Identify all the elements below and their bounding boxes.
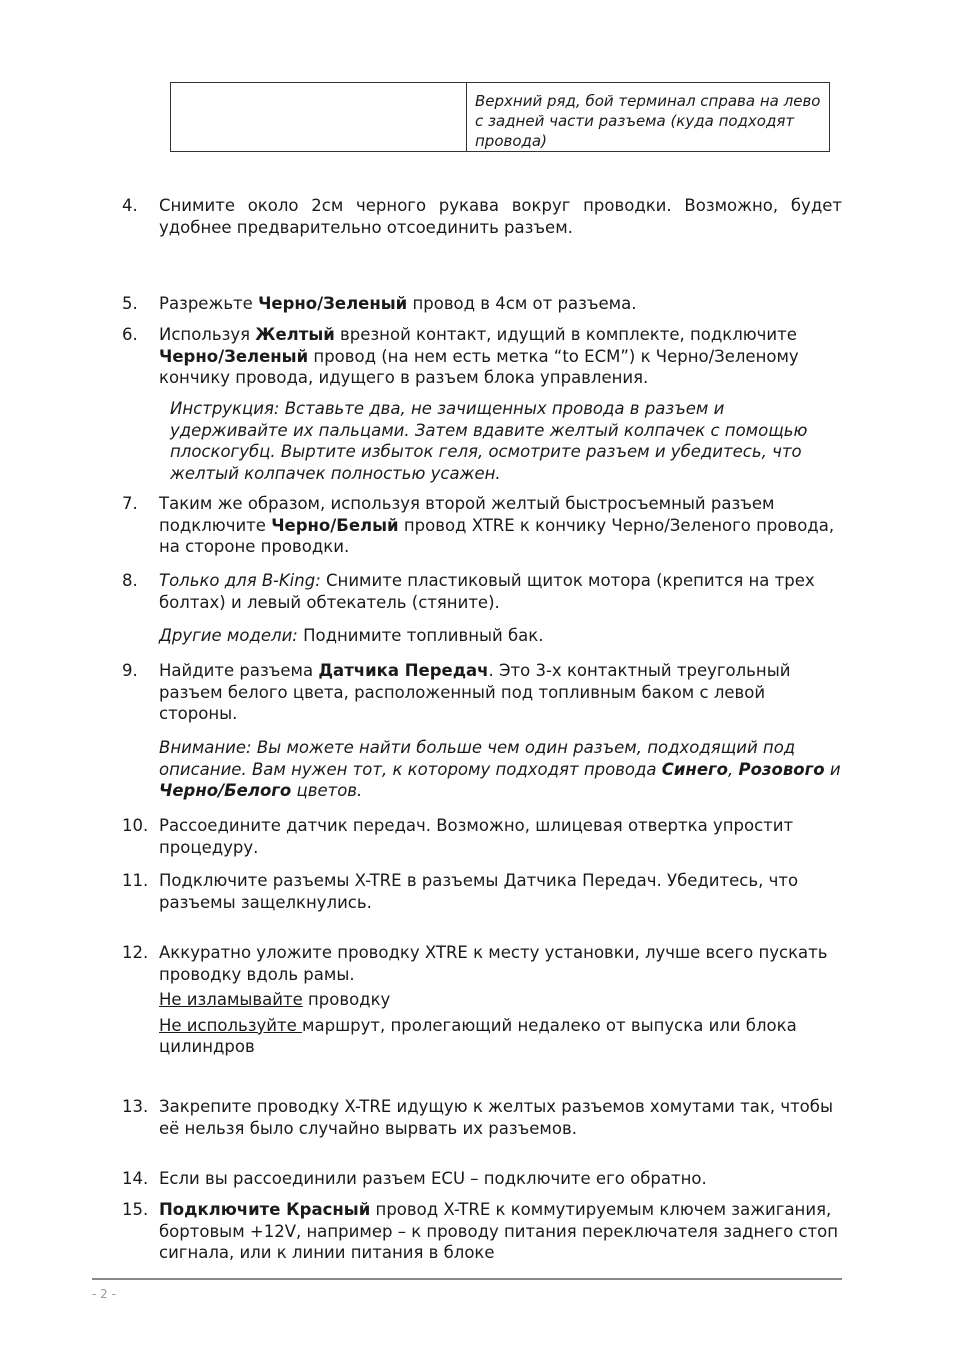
item-text: Только для B-King: Снимите пластиковый щиток мотора (крепится на трех болтах) и левый обтекатель (стяните). [159, 571, 815, 612]
item-number: 10. [122, 816, 149, 835]
list-item-11 [122, 870, 842, 913]
warning-line-1: Не изламывайте проводку [159, 990, 391, 1009]
item-text: Рассоедините датчик передач. Возможно, шлицевая отвертка упростит процедуру. [159, 816, 794, 857]
list-item-12 [122, 942, 842, 1058]
table-cell-empty [171, 83, 467, 152]
item-text: Найдите разъема Датчика Передач. Это 3-х контактный треугольный разъем белого цвета, расположенный под топливным баком с левой стороны. [159, 661, 791, 723]
list-item-5 [122, 293, 842, 315]
table-cell-description: Верхний ряд, бой терминал справа на лево с задней части разъема (куда подходят провода) [467, 83, 830, 152]
list-item-15 [122, 1199, 842, 1264]
list-item-13 [122, 1096, 842, 1139]
item-number: 12. [122, 943, 149, 962]
item-number: 11. [122, 871, 149, 890]
item-number: 7. [122, 494, 138, 513]
list-item-6 [122, 324, 842, 389]
list-item-8 [122, 570, 842, 613]
page-number: - 2 - [92, 1287, 116, 1301]
other-models-note: Другие модели: Поднимите топливный бак. [159, 626, 544, 645]
list-item-14 [122, 1168, 842, 1190]
list-item-7 [122, 493, 842, 558]
item-text: Подключите разъемы X-TRE в разъемы Датчика Передач. Убедитесь, что разъемы защелкнулись. [159, 871, 799, 912]
item-text: Используя Желтый врезной контакт, идущий в комплекте, подключите Черно/Зеленый провод (на нем есть метка “to ECM”) к Черно/Зеленому кончику провода, идущего в разъем блока управления. [159, 325, 799, 387]
item-text: Таким же образом, используя второй желтый быстросъемный разъем подключите Черно/Белый провод XTRE к кончику Черно/Зеленого провода, на стороне проводки. [159, 494, 835, 556]
instruction-note: Инструкция: Вставьте два, не зачищенных провода в разъем и удерживайте их пальцами. Затем вдавите желтый колпачек с помощью плоскогубц. Выртите избыток геля, осмотрите разъем и убедитесь, что желтый колпачек полностью усажен. [170, 399, 808, 483]
item-number: 15. [122, 1200, 149, 1219]
item-text: Закрепите проводку X-TRE идущую к желтых разъемов хомутами так, чтобы её нельзя было случайно вырвать их разъемов. [159, 1097, 833, 1138]
item-text: Если вы рассоединили разъем ECU – подключите его обратно. [159, 1169, 707, 1188]
item-text: Разрежьте Черно/Зеленый провод в 4см от разъема. [159, 294, 637, 313]
item-text: Снимите около 2см черного рукава вокруг проводки. Возможно, будет удобнее предварительно отсоединить разъем. [159, 196, 842, 237]
item-number: 5. [122, 294, 138, 313]
list-item-4 [122, 195, 842, 238]
list-item-10 [122, 815, 842, 858]
item-text: Подключите Красный провод X-TRE к коммутируемым ключем зажигания, бортовым +12V, например – к проводу питания переключателя заднего стоп сигнала, или к линии питания в блоке [159, 1200, 839, 1262]
item-number: 6. [122, 325, 138, 344]
item-number: 14. [122, 1169, 149, 1188]
item-number: 4. [122, 196, 138, 215]
item-number: 13. [122, 1097, 149, 1116]
attention-note: Внимание: Вы можете найти больше чем один разъем, подходящий под описание. Вам нужен тот, к которому подходят провода Синего, Розового и Черно/Белого цветов. [159, 738, 841, 800]
footer-divider [92, 1278, 842, 1280]
item-text: Аккуратно уложите проводку XTRE к месту установки, лучше всего пускать проводку вдоль рамы. [159, 943, 828, 984]
warning-line-2: Не используйте маршрут, пролегающий недалеко от выпуска или блока цилиндров [159, 1015, 797, 1056]
item-number: 9. [122, 661, 138, 680]
list-item-9 [122, 660, 842, 725]
info-table [170, 82, 830, 152]
item-number: 8. [122, 571, 138, 590]
